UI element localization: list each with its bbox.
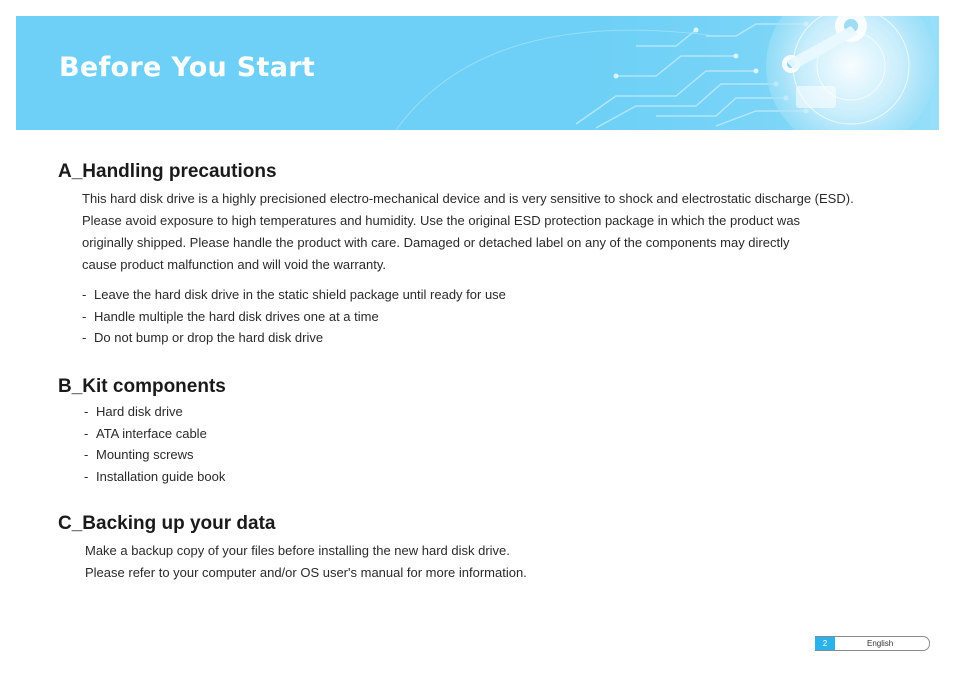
paragraph-line: Make a backup copy of your files before installing the new hard disk drive.	[85, 543, 510, 558]
list-item: - ATA interface cable	[84, 425, 207, 441]
header-banner	[16, 16, 939, 130]
page-footer	[815, 636, 930, 651]
list-item: - Hard disk drive	[84, 404, 183, 419]
section-c-paragraph	[85, 540, 925, 584]
paragraph-line: originally shipped. Please handle the product with care. Damaged or detached label on any of the components may directly	[82, 235, 790, 250]
section-a-title: A_Handling precautions	[58, 161, 277, 182]
list-item: - Installation guide book	[84, 468, 226, 484]
paragraph-line: This hard disk drive is a highly precisioned electro-mechanical device and is very sensitive to shock and electrostatic discharge (ESD).	[82, 191, 854, 206]
list-item: - Do not bump or drop the hard disk drive	[82, 330, 324, 345]
section-a-list	[82, 284, 506, 349]
page-title: Before You Start	[59, 52, 316, 83]
paragraph-line: Please avoid exposure to high temperatures and humidity. Use the original ESD protection package in which the product was	[82, 213, 801, 228]
list-item: - Leave the hard disk drive in the static shield package until ready for use	[82, 287, 506, 302]
section-b-list	[84, 401, 225, 487]
section-c-title: C_Backing up your data	[58, 513, 276, 534]
language-label: English	[867, 639, 894, 648]
section-a-paragraph	[82, 188, 922, 276]
paragraph-line: cause product malfunction and will void the warranty.	[82, 257, 386, 272]
paragraph-line: Please refer to your computer and/or OS user's manual for more information.	[85, 565, 527, 580]
section-b-title: B_Kit components	[58, 376, 226, 397]
list-item: - Mounting screws	[84, 447, 194, 462]
page-number: 2	[815, 637, 835, 650]
list-item: - Handle multiple the hard disk drives one at a time	[82, 308, 379, 324]
